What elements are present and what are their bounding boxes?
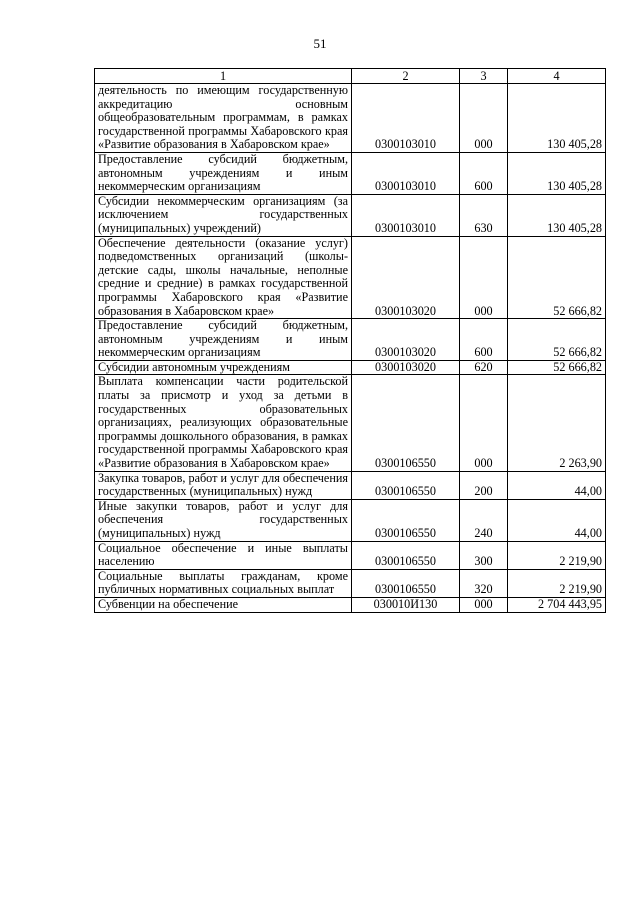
row-name: Предоставление субсидий бюджетным, автономным учреждениям и иным некоммерческим организациям [95, 319, 352, 361]
table-row [95, 84, 606, 153]
row-name: Закупка товаров, работ и услуг для обеспечения государственных (муниципальных) нужд [95, 471, 352, 499]
row-expense-type: 600 [460, 319, 508, 361]
row-target-code: 0300106550 [352, 541, 460, 569]
table-row [95, 194, 606, 236]
budget-table [94, 68, 606, 613]
row-amount: 2 219,90 [508, 541, 606, 569]
table-row [95, 569, 606, 597]
row-amount: 2 263,90 [508, 375, 606, 471]
row-expense-type: 620 [460, 360, 508, 375]
row-amount: 130 405,28 [508, 84, 606, 153]
row-expense-type: 000 [460, 375, 508, 471]
table-row [95, 597, 606, 612]
row-target-code: 0300106550 [352, 471, 460, 499]
table-row [95, 360, 606, 375]
table-row [95, 471, 606, 499]
row-target-code: 0300103020 [352, 360, 460, 375]
column-header: 2 [352, 69, 460, 84]
row-expense-type: 000 [460, 84, 508, 153]
row-target-code: 0300106550 [352, 499, 460, 541]
row-name: Субвенции на обеспечение [95, 597, 352, 612]
table-row [95, 152, 606, 194]
row-name: Социальные выплаты гражданам, кроме публичных нормативных социальных выплат [95, 569, 352, 597]
row-expense-type: 000 [460, 597, 508, 612]
table-row [95, 236, 606, 319]
row-name: Обеспечение деятельности (оказание услуг) подведомственных организаций (школы-детские сады, школы начальные, неполные средние и средние) в рамках государственной программы Хабаровского края «Развитие образования в Хабаровском крае» [95, 236, 352, 319]
table-row [95, 375, 606, 471]
table-row [95, 499, 606, 541]
row-name: Выплата компенсации части родительской платы за присмотр и уход за детьми в государственных образовательных организациях, реализующих образовательные программы дошкольного образования, в рамках государственной программы Хабаровского края «Развитие образования в Хабаровском крае» [95, 375, 352, 471]
table-row [95, 319, 606, 361]
row-name: Субсидии некоммерческим организациям (за исключением государственных (муниципальных) учреждений) [95, 194, 352, 236]
row-target-code: 0300103020 [352, 236, 460, 319]
row-amount: 130 405,28 [508, 152, 606, 194]
row-expense-type: 600 [460, 152, 508, 194]
row-expense-type: 300 [460, 541, 508, 569]
row-target-code: 0300103020 [352, 319, 460, 361]
row-target-code: 0300106550 [352, 375, 460, 471]
row-target-code: 030010И130 [352, 597, 460, 612]
row-expense-type: 320 [460, 569, 508, 597]
row-amount: 44,00 [508, 499, 606, 541]
row-amount: 44,00 [508, 471, 606, 499]
column-header: 1 [95, 69, 352, 84]
row-amount: 52 666,82 [508, 319, 606, 361]
row-target-code: 0300103010 [352, 84, 460, 153]
column-header: 3 [460, 69, 508, 84]
row-expense-type: 200 [460, 471, 508, 499]
row-target-code: 0300106550 [352, 569, 460, 597]
table-row [95, 541, 606, 569]
row-amount: 2 704 443,95 [508, 597, 606, 612]
row-name: Иные закупки товаров, работ и услуг для обеспечения государственных (муниципальных) нужд [95, 499, 352, 541]
column-header: 4 [508, 69, 606, 84]
page-number: 51 [313, 36, 327, 51]
row-name: Предоставление субсидий бюджетным, автономным учреждениям и иным некоммерческим организациям [95, 152, 352, 194]
table-header-row [95, 69, 606, 84]
row-name: Социальное обеспечение и иные выплаты населению [95, 541, 352, 569]
row-expense-type: 240 [460, 499, 508, 541]
row-target-code: 0300103010 [352, 152, 460, 194]
row-amount: 52 666,82 [508, 236, 606, 319]
row-amount: 52 666,82 [508, 360, 606, 375]
row-name: Субсидии автономным учреждениям [95, 360, 352, 375]
row-expense-type: 630 [460, 194, 508, 236]
row-expense-type: 000 [460, 236, 508, 319]
row-amount: 130 405,28 [508, 194, 606, 236]
row-amount: 2 219,90 [508, 569, 606, 597]
row-target-code: 0300103010 [352, 194, 460, 236]
row-name: деятельность по имеющим государственную аккредитацию основным общеобразовательным программам, в рамках государственной программы Хабаровского края «Развитие образования в Хабаровском крае» [95, 84, 352, 153]
